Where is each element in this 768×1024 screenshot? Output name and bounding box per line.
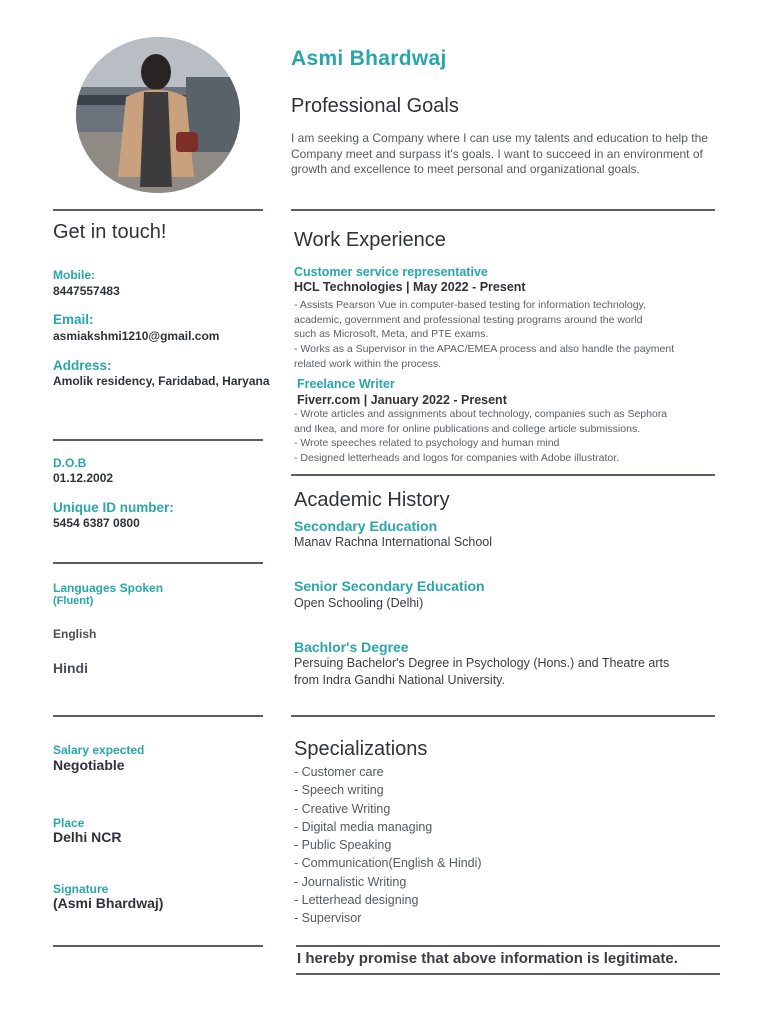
languages-label: Languages Spoken <box>53 581 164 595</box>
email-value: asmiakshmi1210@gmail.com <box>53 329 220 343</box>
education-detail-line: Persuing Bachelor's Degree in Psychology (Hons.) and Theatre arts <box>294 656 670 670</box>
signature-label: Signature <box>53 882 109 896</box>
job-title: Freelance Writer <box>297 377 395 391</box>
education-detail <box>294 655 714 689</box>
address-label: Address: <box>53 358 112 373</box>
declaration-text: I hereby promise that above information is legitimate. <box>297 950 678 967</box>
job-description-line: and Ikea, and more for online publications and college article submissions. <box>294 422 641 435</box>
academic-heading: Academic History <box>294 489 450 511</box>
education-title: Senior Secondary Education <box>294 578 485 594</box>
divider <box>291 209 715 211</box>
job-description-line: - Assists Pearson Vue in computer-based testing for information technology, <box>294 299 646 311</box>
job-description-line: such as Microsoft, Meta, and PTE exams. <box>294 328 489 341</box>
dob-label: D.O.B <box>53 456 87 470</box>
divider <box>53 945 263 947</box>
job-description <box>294 298 724 372</box>
divider <box>53 439 263 441</box>
job-description-line: - Designed letterheads and logos for companies with Adobe illustrator. <box>294 452 620 465</box>
language-item: English <box>53 627 97 641</box>
job-org: Fiverr.com | January 2022 - Present <box>297 393 507 407</box>
divider <box>291 715 715 717</box>
mobile-value: 8447557483 <box>53 284 120 298</box>
goals-heading: Professional Goals <box>291 95 459 117</box>
address-value: Amolik residency, Faridabad, Haryana <box>53 374 270 388</box>
specialization-item: - Communication(English & Hindi) <box>294 856 482 871</box>
place-value: Delhi NCR <box>53 829 122 845</box>
salary-label: Salary expected <box>53 743 145 757</box>
divider <box>53 562 263 564</box>
job-description-line: - Wrote speeches related to psychology and human mind <box>294 437 560 450</box>
education-detail-line: from Indra Gandhi National University. <box>294 673 505 687</box>
job-description-line: related work within the process. <box>294 357 442 370</box>
education-detail: Open Schooling (Delhi) <box>294 596 424 610</box>
job-description <box>294 407 724 466</box>
education-detail: Manav Rachna International School <box>294 535 493 549</box>
specialization-item: - Customer care <box>294 765 384 779</box>
specialization-item: - Digital media managing <box>294 819 433 834</box>
specialization-item: - Letterhead designing <box>294 893 419 908</box>
goals-text: I am seeking a Company where I can use my talents and education to help the Company meet and surpass it's goals. I want to succeed in an environment of growth and excellence to meet personal and organizational goals. <box>291 131 708 176</box>
divider <box>53 715 263 717</box>
dob-value: 01.12.2002 <box>53 471 114 485</box>
job-org: HCL Technologies | May 2022 - Present <box>294 280 526 294</box>
education-title: Secondary Education <box>294 518 438 534</box>
education-title: Bachlor's Degree <box>294 639 409 655</box>
specialization-item: - Creative Writing <box>294 801 391 816</box>
job-description-line: - Works as a Supervisor in the APAC/EMEA process and also handle the payment <box>294 343 675 356</box>
specialization-item: - Supervisor <box>294 911 362 926</box>
uid-label: Unique ID number: <box>53 500 174 515</box>
specialization-item: - Public Speaking <box>294 838 392 853</box>
job-description-line: academic, government and professional testing programs around the world <box>294 313 643 326</box>
email-label: Email: <box>53 312 94 327</box>
salary-value: Negotiable <box>53 757 125 773</box>
profile-photo <box>76 37 240 193</box>
specializations-list <box>294 765 482 930</box>
work-heading: Work Experience <box>294 229 446 251</box>
specializations-heading: Specializations <box>294 738 428 760</box>
language-item: Hindi <box>53 660 88 676</box>
signature-value: (Asmi Bhardwaj) <box>53 895 164 911</box>
specialization-item: - Speech writing <box>294 783 384 798</box>
candidate-name: Asmi Bhardwaj <box>291 47 447 70</box>
job-description-line: - Wrote articles and assignments about technology, companies such as Sephora <box>294 408 668 420</box>
divider <box>291 474 715 476</box>
profile-photo-image <box>76 37 240 193</box>
specialization-item: - Journalistic Writing <box>294 874 407 889</box>
languages-sublabel: (Fluent) <box>53 595 94 607</box>
job-title: Customer service representative <box>294 265 488 279</box>
divider <box>296 973 720 975</box>
divider <box>296 945 720 947</box>
uid-value: 5454 6387 0800 <box>53 516 140 530</box>
contact-heading: Get in touch! <box>53 221 167 243</box>
divider <box>53 209 263 211</box>
mobile-label: Mobile: <box>53 268 95 282</box>
place-label: Place <box>53 816 85 830</box>
